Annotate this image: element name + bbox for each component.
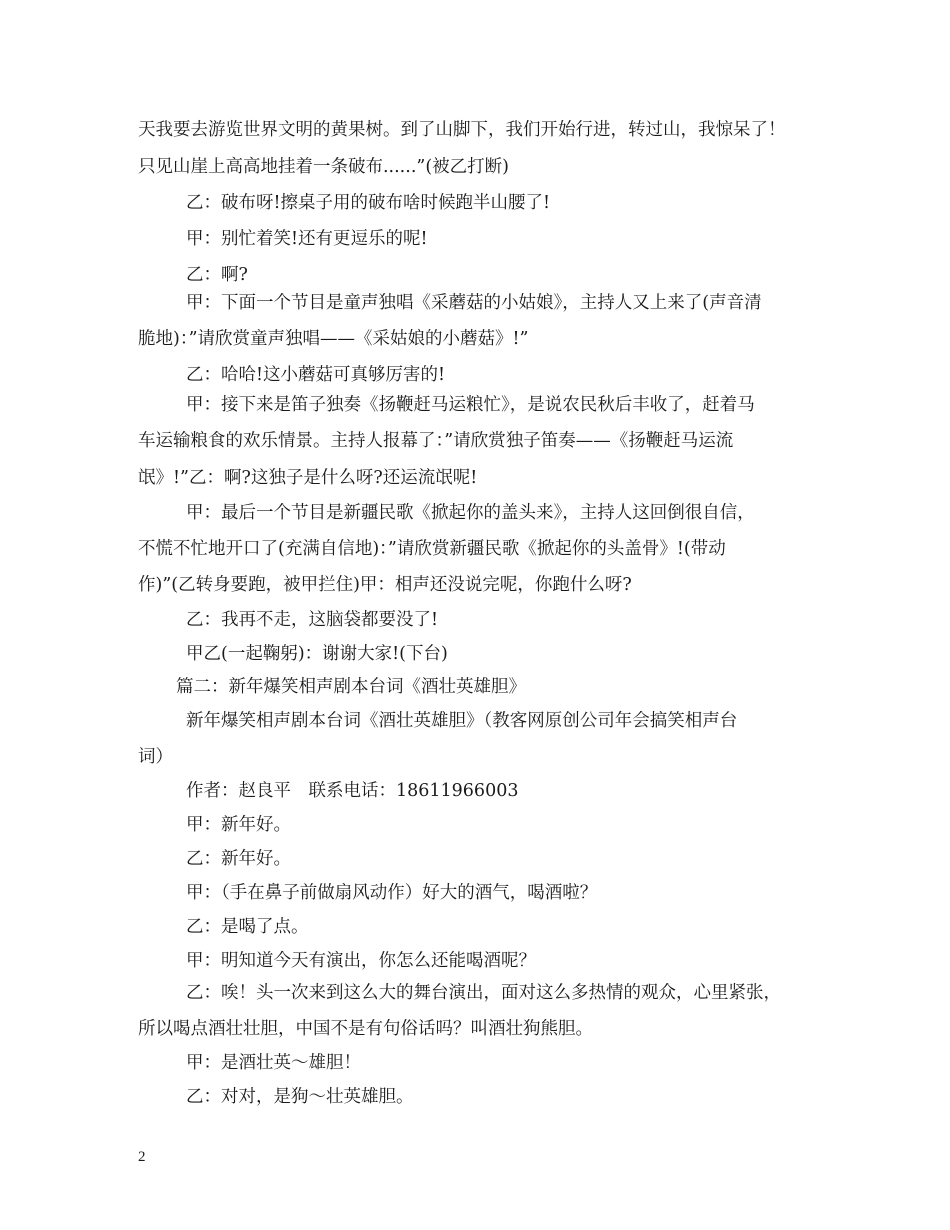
text-line: 氓》!”乙：啊?这独子是什么呀?还运流氓呢!	[138, 468, 478, 488]
text-line: 甲：明知道今天有演出，你怎么还能喝酒呢？	[186, 951, 536, 971]
text-line: 所以喝点酒壮壮胆，中国不是有句俗话吗？叫酒壮狗熊胆。	[138, 1019, 593, 1039]
text-line: 乙：新年好。	[186, 849, 291, 869]
text-line: 甲：是酒壮英～雄胆！	[186, 1053, 361, 1073]
author-line: 作者：赵良平 联系电话：18611966003	[186, 781, 519, 801]
text-line: 新年爆笑相声剧本台词《酒壮英雄胆》（教客网原创公司年会搞笑相声台	[186, 711, 738, 731]
text-line: 甲乙(一起鞠躬)：谢谢大家!(下台)	[186, 644, 448, 664]
text-line: 甲：（手在鼻子前做扇风动作）好大的酒气，喝酒啦？	[186, 883, 598, 903]
text-line: 甲：新年好。	[186, 815, 291, 835]
text-line: 天我要去游览世界文明的黄果树。到了山脚下，我们开始行进，转过山，我惊呆了！	[138, 120, 786, 140]
text-line: 只见山崖上高高地挂着一条破布......”(被乙打断)	[138, 157, 509, 177]
text-line: 乙：哈哈!这小蘑菇可真够厉害的!	[186, 365, 446, 385]
text-line: 乙：对对，是狗～壮英雄胆。	[186, 1087, 414, 1107]
text-line: 乙：破布呀!擦桌子用的破布啥时候跑半山腰了!	[186, 193, 551, 213]
text-line: 作)”(乙转身要跑，被甲拦住)甲：相声还没说完呢，你跑什么呀?	[138, 575, 632, 595]
text-line: 车运输粮食的欢乐情景。主持人报幕了：”请欣赏独子笛奏——《扬鞭赶马运流	[138, 431, 734, 451]
text-line: 甲：最后一个节目是新疆民歌《掀起你的盖头来》，主持人这回倒很自信，	[186, 503, 755, 523]
text-line: 词）	[138, 747, 173, 767]
text-line: 乙：唉！头一次来到这么大的舞台演出，面对这么多热情的观众，心里紧张，	[186, 983, 781, 1003]
text-line: 甲：接下来是笛子独奏《扬鞭赶马运粮忙》，是说农民秋后丰收了，赶着马	[186, 395, 755, 415]
text-line: 甲：别忙着笑!还有更逗乐的呢!	[186, 229, 428, 249]
text-line: 乙：我再不走，这脑袋都要没了!	[186, 610, 439, 630]
section-heading: 篇二：新年爆笑相声剧本台词《酒壮英雄胆》	[176, 677, 526, 697]
page-number: 2	[138, 1149, 146, 1165]
text-line: 甲：下面一个节目是童声独唱《采蘑菇的小姑娘》，主持人又上来了(声音清	[186, 293, 762, 313]
text-line: 不慌不忙地开口了(充满自信地)：”请欣赏新疆民歌《掀起你的头盖骨》!(带动	[138, 539, 726, 559]
text-line: 乙：啊?	[186, 265, 248, 285]
text-line: 乙：是喝了点。	[186, 917, 309, 937]
text-line: 脆地)：”请欣赏童声独唱——《采姑娘的小蘑菇》!”	[138, 329, 529, 349]
